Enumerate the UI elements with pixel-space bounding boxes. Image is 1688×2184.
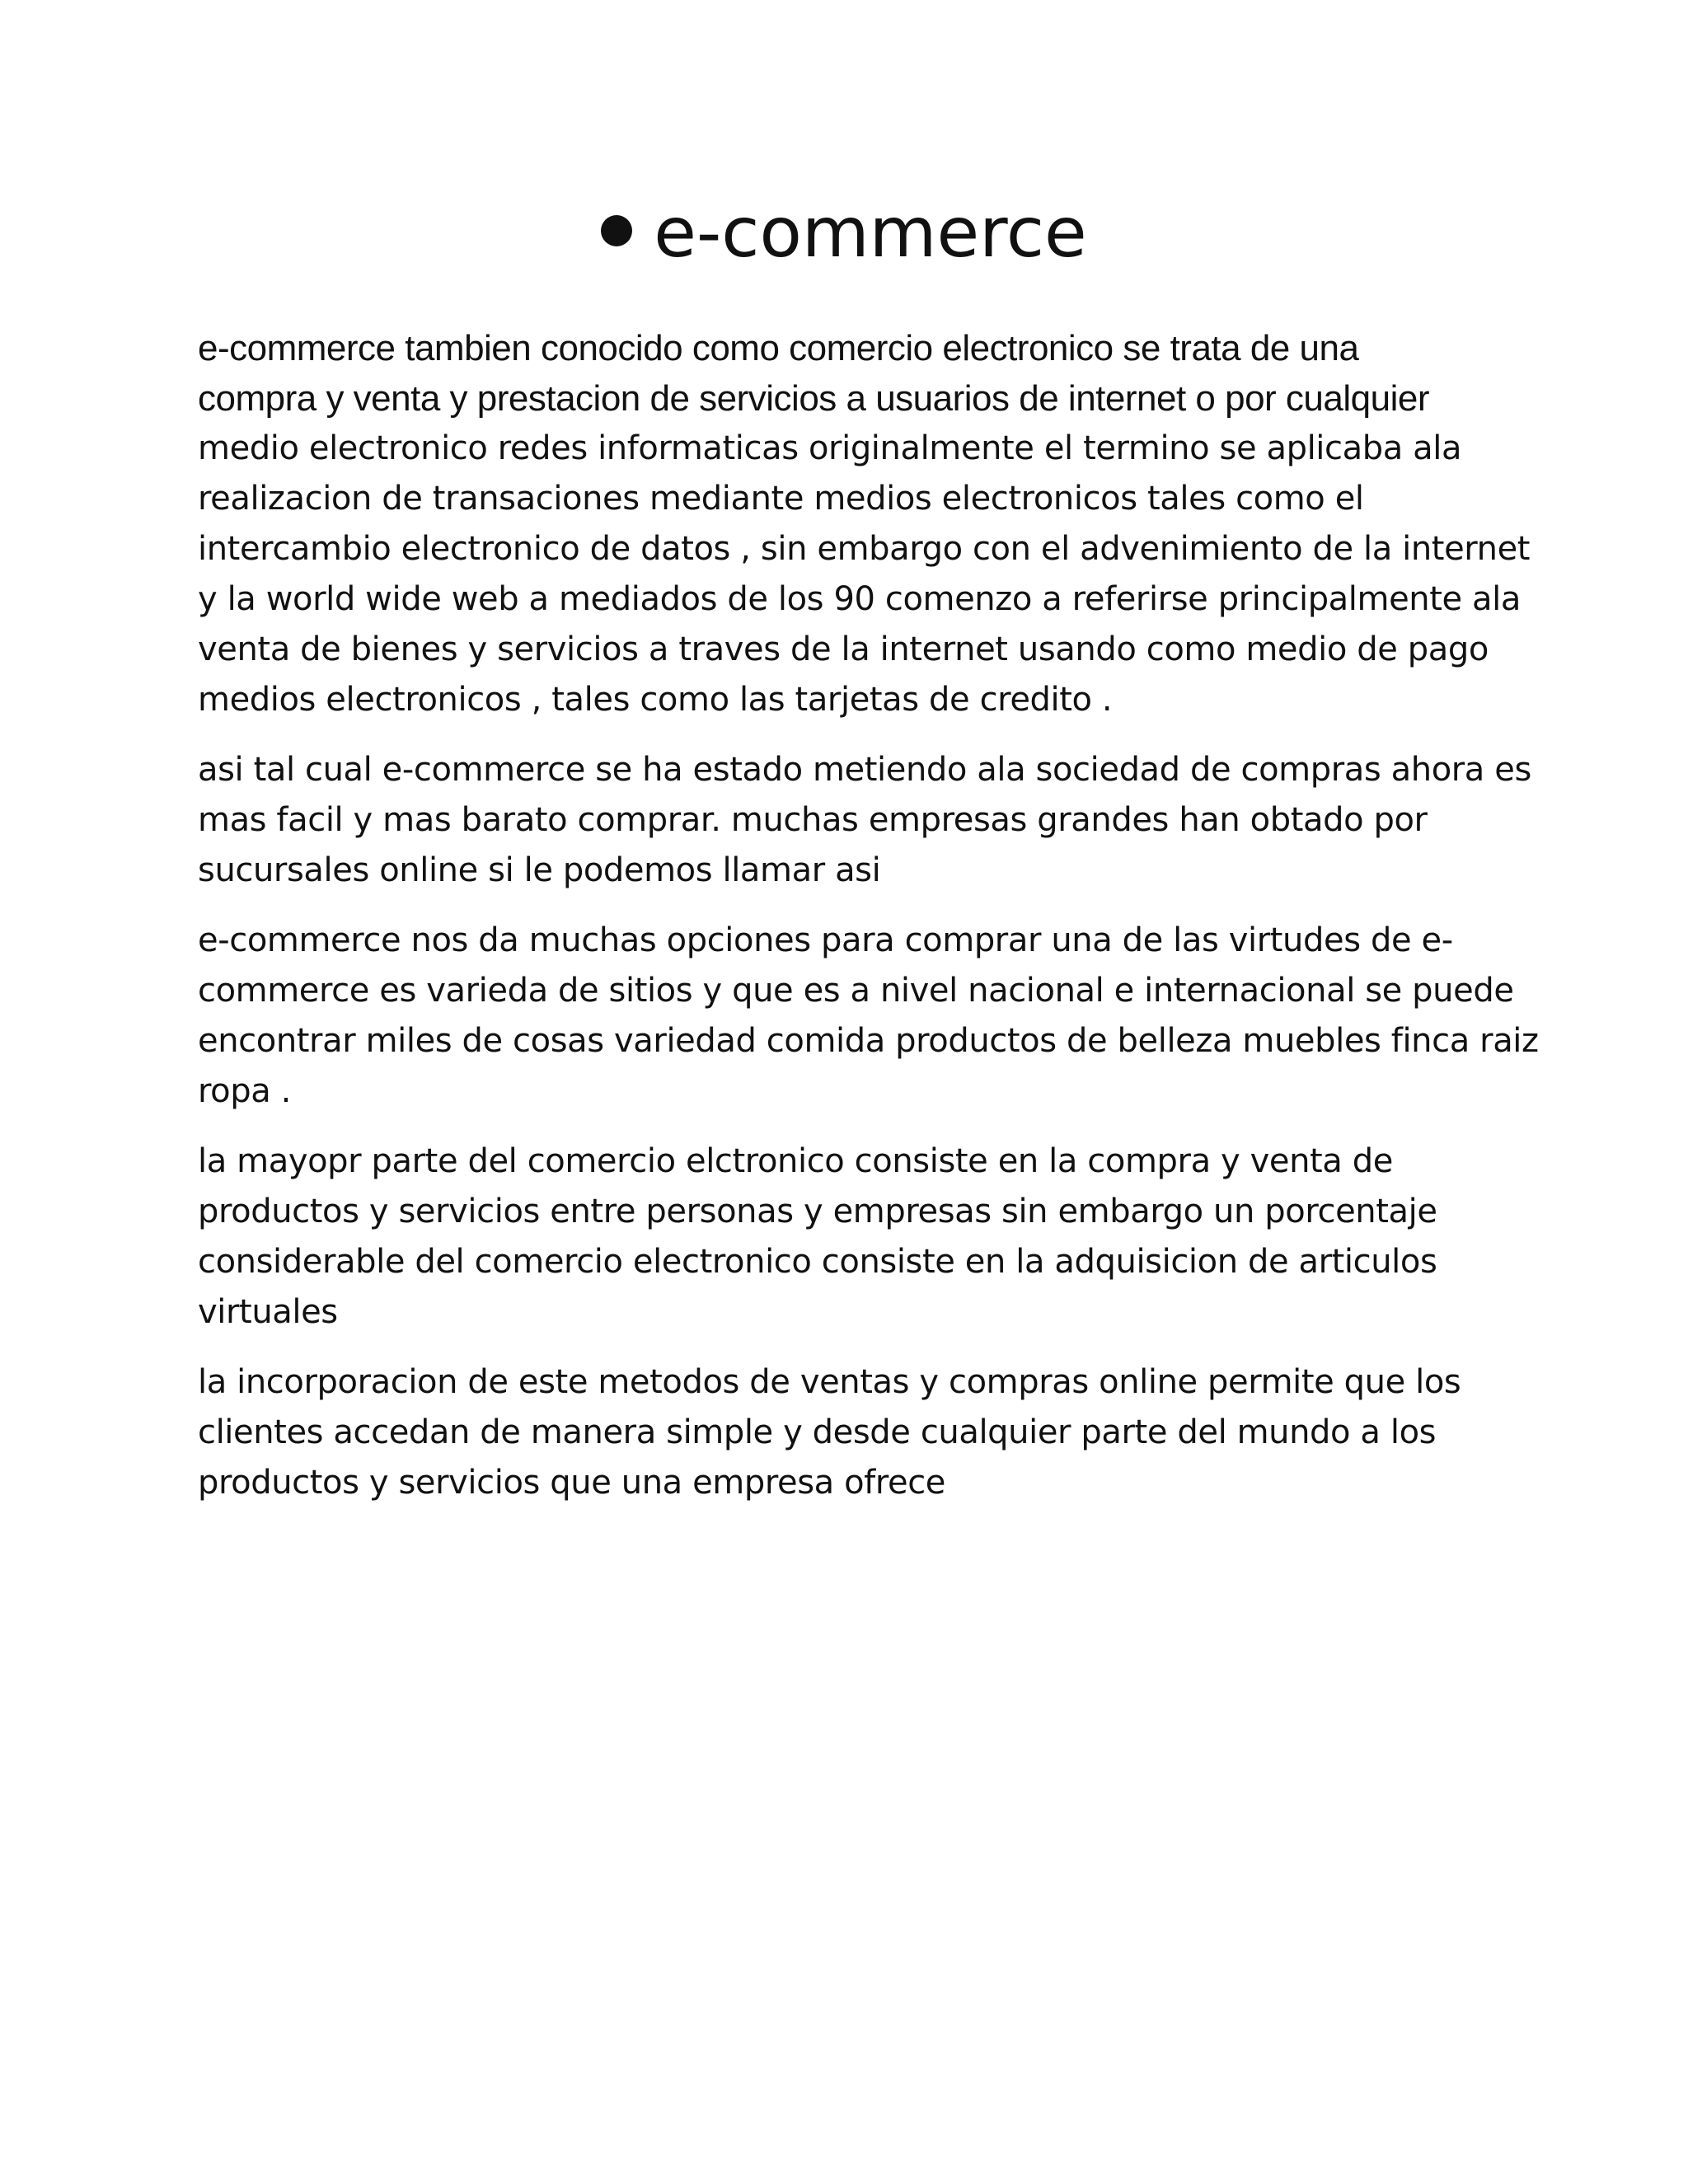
paragraph-line: ropa . xyxy=(198,1072,291,1110)
paragraph-3 xyxy=(198,916,1539,1117)
paragraph-5 xyxy=(198,1357,1500,1508)
paragraph-line: productos y servicios que una empresa ofrece xyxy=(198,1464,946,1502)
paragraph-line: la mayopr parte del comercio elctronico consiste en la compra y venta de xyxy=(198,1142,1393,1180)
paragraph-line: intercambio electronico de datos , sin embargo con el advenimiento de la internet xyxy=(198,530,1531,568)
paragraph-line: medios electronicos , tales como las tarjetas de credito . xyxy=(198,681,1113,719)
paragraph-line: y la world wide web a mediados de los 90 comenzo a referirse principalmente ala xyxy=(198,580,1521,618)
paragraph-2 xyxy=(198,745,1531,896)
paragraph-line: productos y servicios entre personas y empresas sin embargo un porcentaje xyxy=(198,1193,1437,1230)
paragraph-line: clientes accedan de manera simple y desde cualquier parte del mundo a los xyxy=(198,1413,1437,1451)
document-body xyxy=(198,323,1539,1528)
paragraph-line: la incorporacion de este metodos de ventas y compras online permite que los xyxy=(198,1363,1461,1401)
page-title xyxy=(0,191,1688,274)
paragraph-line: medio electronico redes informaticas originalmente el termino se aplicaba ala xyxy=(198,429,1462,467)
paragraph-line: commerce es varieda de sitios y que es a nivel nacional e internacional se puede xyxy=(198,972,1514,1010)
paragraph-line: considerable del comercio electronico consiste en la adquisicion de articulos xyxy=(198,1243,1437,1281)
paragraph-line: venta de bienes y servicios a traves de la internet usando como medio de pago xyxy=(198,630,1489,668)
paragraph-line: sucursales online si le podemos llamar asi xyxy=(198,851,881,889)
paragraph-line: encontrar miles de cosas variedad comida productos de belleza muebles finca raiz xyxy=(198,1022,1539,1060)
paragraph-line: virtuales xyxy=(198,1293,338,1331)
paragraph-4 xyxy=(198,1137,1500,1338)
paragraph-line: asi tal cual e-commerce se ha estado metiendo ala sociedad de compras ahora es xyxy=(198,751,1531,789)
page-title-text: e-commerce xyxy=(654,192,1087,273)
paragraph-line: compra y venta y prestacion de servicios a usuarios de internet o por cualquier xyxy=(198,378,1429,419)
paragraph-line: e-commerce tambien conocido como comercio electronico se trata de una xyxy=(198,328,1359,368)
paragraph-line: mas facil y mas barato comprar. muchas empresas grandes han obtado por xyxy=(198,801,1428,839)
paragraph-line: e-commerce nos da muchas opciones para comprar una de las virtudes de e- xyxy=(198,921,1453,959)
paragraph-line: realizacion de transaciones mediante medios electronicos tales como el xyxy=(198,480,1364,518)
paragraph-1 xyxy=(198,323,1531,725)
bullet-icon xyxy=(601,215,632,246)
